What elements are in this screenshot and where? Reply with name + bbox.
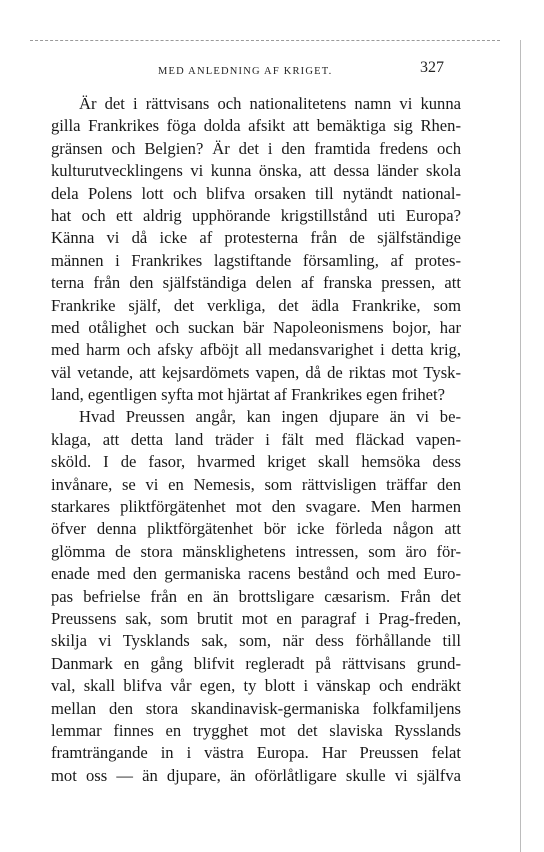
text-line: Danmark en gång blifvit regleradt på rättvisans grund- <box>51 653 461 673</box>
text-line: skilja vi Tysklands sak, som, när dess förhållande till <box>51 631 461 651</box>
page-edge-rule <box>520 40 521 852</box>
text-line: kulturutvecklingens vi kunna önska, att dessa länder skola <box>51 161 461 181</box>
text-line: land, egentligen syfta mot hjärtat af Frankrikes egen frihet? <box>51 385 445 405</box>
text-line: pas befrielse från en än brottsligare cæsarism. Från det <box>51 586 461 606</box>
body-text <box>51 93 461 787</box>
text-line: starkares pliktförgätenhet mot den svagare. Men harmen <box>51 497 461 517</box>
paragraph <box>51 406 461 787</box>
paragraph <box>51 93 461 406</box>
text-line: enade med den germaniska racens bestånd och med Euro- <box>51 564 461 584</box>
text-line: med harm och afsky afböjt all medansvarighet i detta krig, <box>51 340 461 360</box>
text-line: invånare, se vi en Nemesis, som rättvisligen träffar den <box>51 474 461 494</box>
page-number: 327 <box>420 59 444 76</box>
text-line: Är det i rättvisans och nationalitetens namn vi kunna <box>79 94 461 113</box>
text-line: terna från den själfständiga delen af franska pressen, att <box>51 273 461 293</box>
text-line: väl vetande, att kejsardömets vapen, då de riktas mot Tysk- <box>51 362 461 382</box>
text-line: mellan den stora skandinavisk-germaniska folkfamiljens <box>51 698 461 718</box>
text-line: sköld. I de fasor, hvarmed kriget skall hemsöka dess <box>51 452 461 472</box>
text-line: Känna vi då icke af protesterna från de själfständige <box>51 228 461 248</box>
text-line: dela Polens lott och blifva orsaken till nytändt national- <box>51 183 461 203</box>
header-rule <box>30 40 500 41</box>
text-line: framträngande in i västra Europa. Har Preussen felat <box>51 743 461 763</box>
text-line: öfver denna pliktförgätenhet bör icke förleda någon att <box>51 519 461 539</box>
text-line: männen i Frankrikes lagstiftande församling, af protes- <box>51 250 461 270</box>
text-line: gilla Frankrikes föga dolda afsikt att bemäktiga sig Rhen- <box>51 116 461 136</box>
text-line: Hvad Preussen angår, kan ingen djupare än vi be- <box>79 407 461 427</box>
text-line: gränsen och Belgien? Är det i den framtida fredens och <box>51 138 461 158</box>
text-line: mot oss — än djupare, än oförlåtligare skulle vi själfva <box>51 765 461 785</box>
text-line: klaga, att detta land träder i fält med fläckad vapen- <box>51 429 461 449</box>
text-line: Preussens sak, som brutit mot en paragraf i Prag-freden, <box>51 608 461 628</box>
text-line: glömma de stora mänsklighetens intressen, som äro för- <box>51 541 461 561</box>
text-line: lemmar finnes en trygghet mot det slaviska Rysslands <box>51 720 461 740</box>
text-line: med otålighet och suckan bär Napoleonismens bojor, har <box>51 317 461 337</box>
text-line: hat och ett aldrig upphörande krigstillstånd uti Europa? <box>51 205 461 225</box>
text-line: Frankrike själf, det verkliga, det ädla Frankrike, som <box>51 295 461 315</box>
running-head: MED ANLEDNING AF KRIGET. <box>158 66 333 77</box>
text-line: val, skall blifva vår egen, ty blott i vänskap och endräkt <box>51 676 461 696</box>
